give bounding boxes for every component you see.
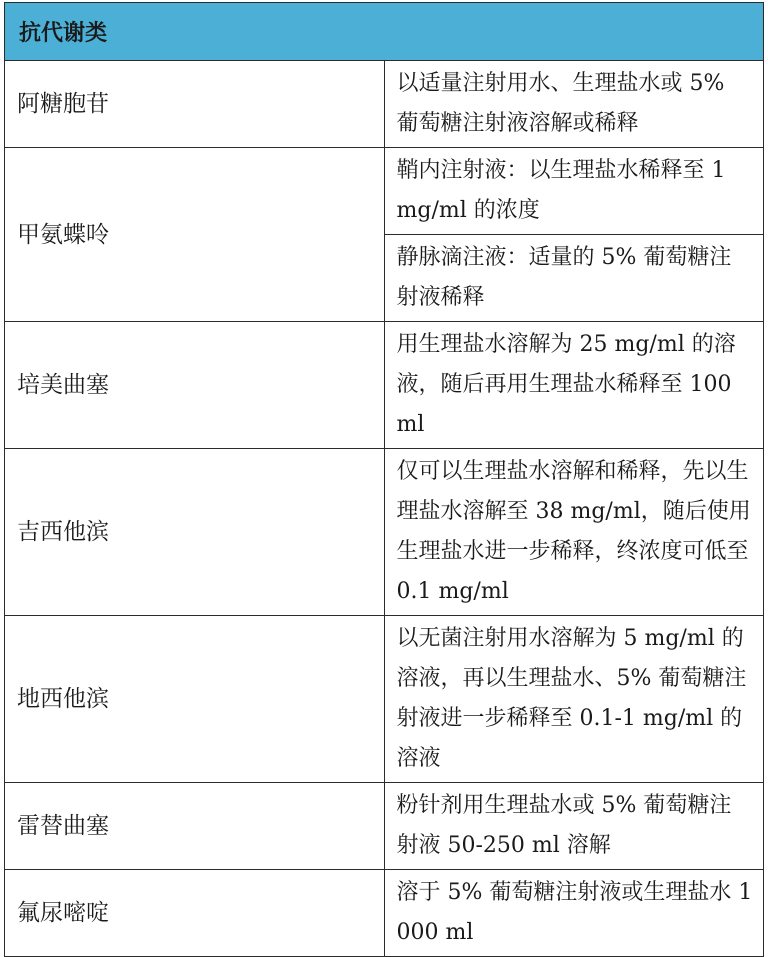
dilution-instructions: 仅可以生理盐水溶解和稀释，先以生理盐水溶解至 38 mg/ml，随后使用生理盐水进一步稀释，终浓度可低至 0.1 mg/ml [384,449,764,616]
dilution-instructions: 溶于 5% 葡萄糖注射液或生理盐水 1000 ml [384,870,764,957]
drug-name: 地西他滨 [5,616,385,783]
table-row [5,616,764,783]
dilution-instructions: 粉针剂用生理盐水或 5% 葡萄糖注射液 50-250 ml 溶解 [384,783,764,870]
drug-name: 吉西他滨 [5,449,385,616]
table-row [5,61,764,148]
drug-name: 甲氨蝶呤 [5,148,385,322]
table-row [5,783,764,870]
drug-name: 雷替曲塞 [5,783,385,870]
table-row [5,322,764,449]
table-row [5,148,764,235]
table-row [5,449,764,616]
drug-dilution-table [4,2,764,957]
dilution-instructions: 静脉滴注液：适量的 5% 葡萄糖注射液稀释 [384,235,764,322]
table-row [5,870,764,957]
dilution-instructions: 以适量注射用水、生理盐水或 5% 葡萄糖注射液溶解或稀释 [384,61,764,148]
drug-name: 氟尿嘧啶 [5,870,385,957]
dilution-instructions: 用生理盐水溶解为 25 mg/ml 的溶液，随后再用生理盐水稀释至 100 ml [384,322,764,449]
dilution-instructions: 鞘内注射液：以生理盐水稀释至 1 mg/ml 的浓度 [384,148,764,235]
drug-name: 培美曲塞 [5,322,385,449]
table-title: 抗代谢类 [5,3,764,61]
dilution-instructions: 以无菌注射用水溶解为 5 mg/ml 的溶液，再以生理盐水、5% 葡萄糖注射液进一步稀释至 0.1-1 mg/ml 的溶液 [384,616,764,783]
table-header-row [5,3,764,61]
drug-name: 阿糖胞苷 [5,61,385,148]
